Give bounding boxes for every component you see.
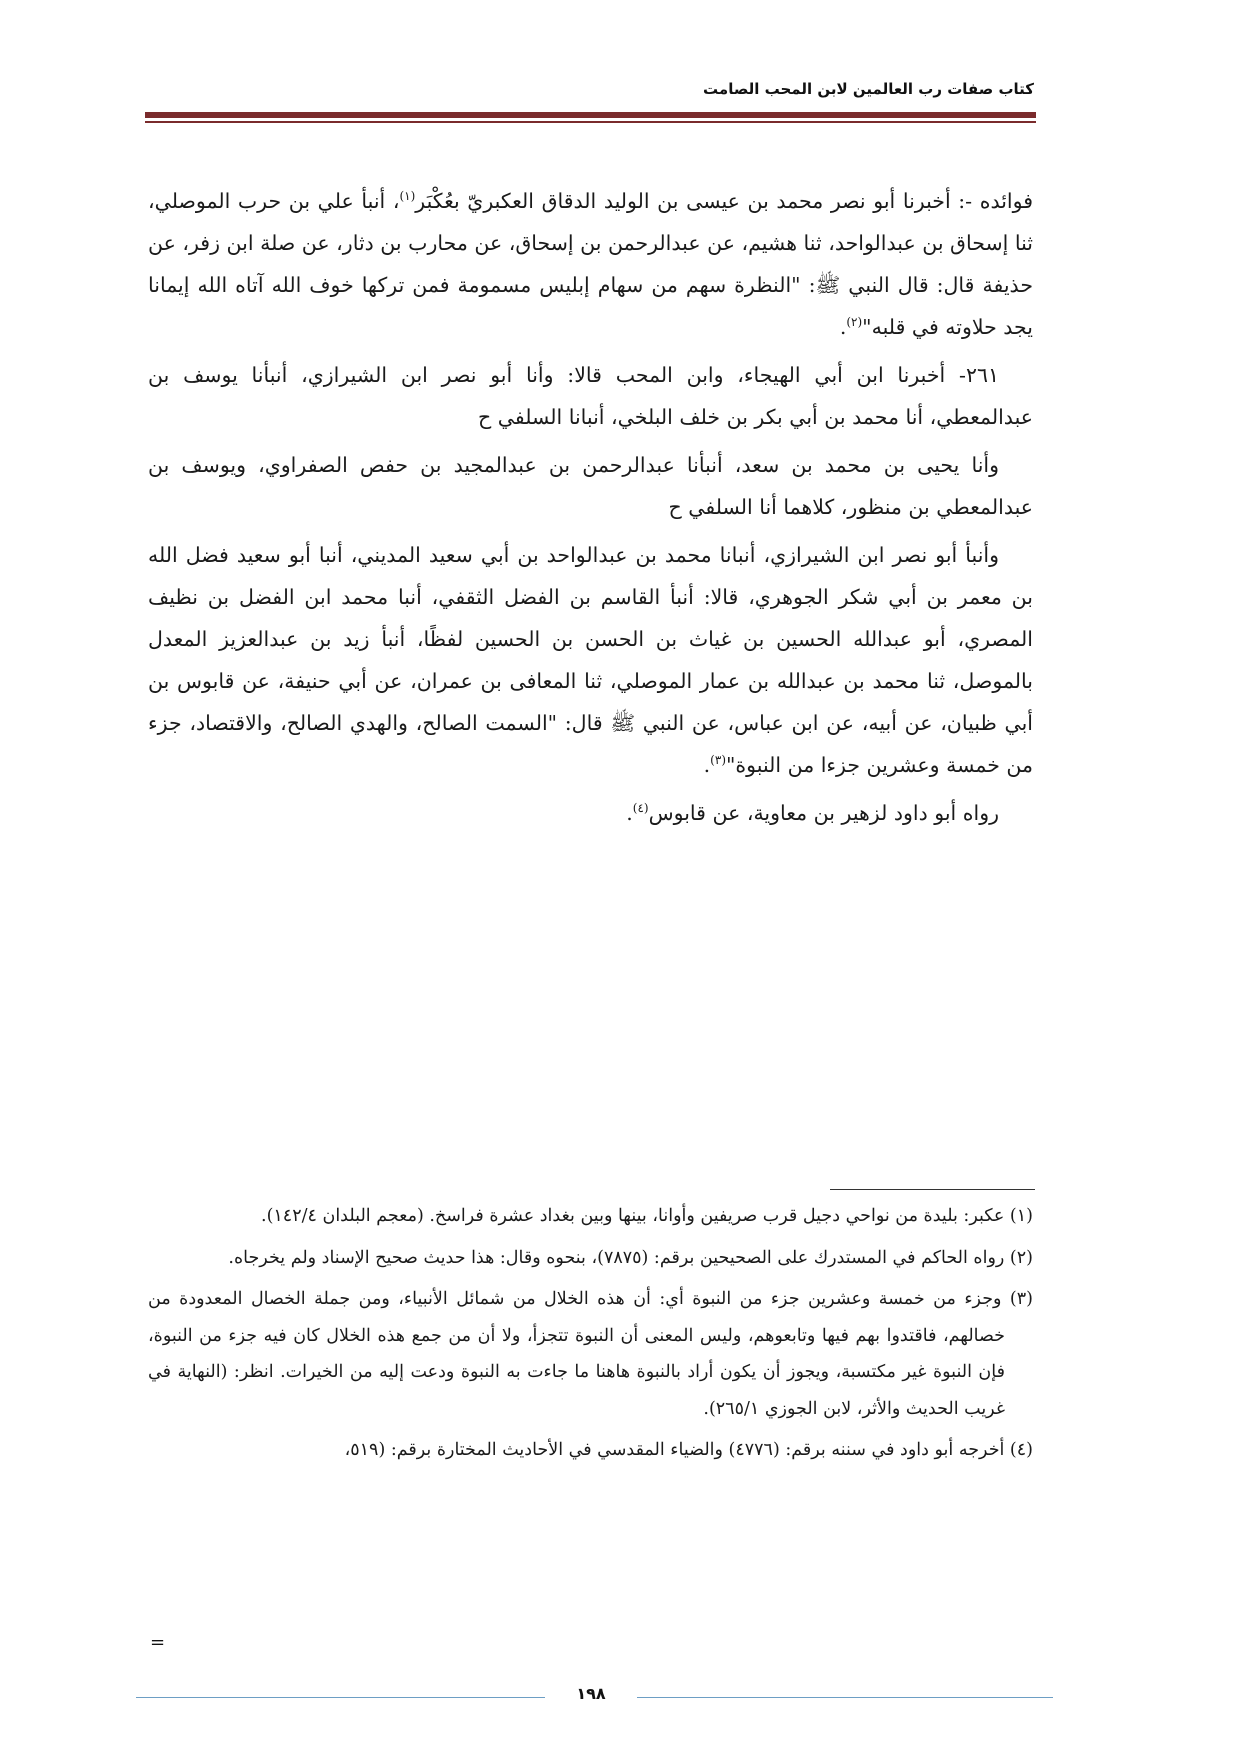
paragraph-text: ، أنبأ علي بن حرب الموصلي، ثنا إسحاق بن عبدالواحد، ثنا هشيم، عن عبدالرحمن بن إسحاق، عن محارب بن دثار، عن صلة ابن زفر، عن حذيفة قال: قال النبي ﷺ: "النظرة سهم من سهام إبليس مسمومة فمن تركها خوف الله آتاه الله إيمانا يجد حلاوته في قلبه" [148, 189, 1033, 339]
paragraph-end: . [839, 315, 847, 339]
footnote-ref: (١) [399, 189, 416, 204]
paragraph-2 [148, 354, 1033, 438]
header-rule-thin [145, 121, 1036, 123]
footnotes [148, 1198, 1033, 1474]
paragraph-text: رواه أبو داود لزهير بن معاوية، عن قابوس [648, 801, 999, 825]
paragraph-end: . [626, 801, 633, 825]
paragraph-text: وأنبأ أبو نصر ابن الشيرازي، أنبانا محمد بن عبدالواحد بن أبي سعيد المديني، أنبا أبو سعيد فضل الله بن معمر بن أبي شكر الجوهري، قالا: أنبأ القاسم بن الفضل الثقفي، أنبا محمد ابن الفضل بن نظيف المصري، أبو عبدالله الحسين بن غياث بن الحسن بن الحسين لفظًا، أنبأ زيد بن عبدالعزيز المعدل بالموصل، ثنا محمد بن عبدالله بن عمار الموصلي، ثنا المعافى بن عمران، عن أبي حنيفة، عن قابوس بن أبي ظبيان، عن أبيه، عن ابن عباس، عن النبي ﷺ قال: "السمت الصالح، والهدي الصالح، والاقتصاد، جزء من خمسة وعشرين جزءا من النبوة" [148, 543, 1034, 777]
main-text [148, 180, 1033, 840]
paragraph-3 [148, 444, 1033, 528]
paragraph-4 [148, 534, 1033, 786]
running-header-title: كتاب صفات رب العالمين لابن المحب الصامت [703, 80, 1034, 98]
paragraph-text: ٢٦١- أخبرنا ابن أبي الهيجاء، وابن المحب قالا: وأنا أبو نصر ابن الشيرازي، أنبأنا يوسف بن عبدالمعطي، أنا محمد بن أبي بكر بن خلف البلخي، أنبانا السلفي ح [148, 363, 1033, 429]
footnote-2: (٢) رواه الحاكم في المستدرك على الصحيحين برقم: (٧٨٧٥)، بنحوه وقال: هذا حديث صحيح الإسناد ولم يخرجاه. [228, 1247, 1033, 1268]
paragraph-5 [148, 792, 1033, 834]
footer-rule-left [136, 1697, 545, 1698]
paragraph-1 [148, 180, 1033, 348]
footnote-3: (٣) وجزء من خمسة وعشرين جزء من النبوة أي: أن هذه الخلال من شمائل الأنبياء، ومن جملة الخصال المعدودة من خصالهم، فاقتدوا بهم فيها وتابعوهم، وليس المعنى أن النبوة تتجزأ، ولا أن من جمع هذه الخلال كان فيه جزء من النبوة، فإن النبوة غير مكتسبة، ويجوز أن يكون أراد بالنبوة هاهنا ما جاءت به النبوة ودعت إليه من الخيرات. انظر: (النهاية في غريب الحديث والأثر، لابن الجوزي ٢٦٥/١). [148, 1289, 1033, 1419]
header-rule [145, 112, 1036, 118]
paragraph-text: وأنا يحيى بن محمد بن سعد، أنبأنا عبدالرحمن بن عبدالمجيد بن حفص الصفراوي، ويوسف بن عبدالمعطي بن منظور، كلاهما أنا السلفي ح [148, 453, 1033, 519]
footnote-separator [830, 1189, 1035, 1190]
footnote-ref: (٢) [846, 315, 863, 330]
footnote-ref: (٣) [710, 753, 726, 768]
footnote-ref: (٤) [632, 801, 649, 816]
paragraph-text: فوائده -: أخبرنا أبو نصر محمد بن عيسى بن الوليد الدقاق العكبريّ بعُكْبَر [415, 189, 1033, 213]
page-number: ١٩٨ [576, 1684, 606, 1703]
footnote-1: (١) عكبر: بليدة من نواحي دجيل قرب صريفين وأوانا، بينها وبين بغداد عشرة فراسخ. (معجم البلدان ١٤٢/٤). [261, 1206, 1033, 1226]
continuation-mark: = [150, 1632, 166, 1653]
paragraph-end: . [703, 753, 711, 777]
footnote-4: (٤) أخرجه أبو داود في سننه برقم: (٤٧٧٦) والضياء المقدسي في الأحاديث المختارة برقم: (٥١٩، [344, 1440, 1033, 1460]
footer-rule-right [637, 1697, 1053, 1698]
